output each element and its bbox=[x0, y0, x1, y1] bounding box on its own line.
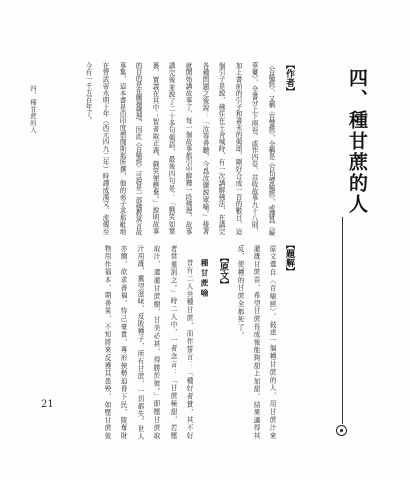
author-text-column: 在齊武帝永明十年（西元四九二年）時譯成漢文，流傳至 bbox=[101, 62, 109, 235]
explanation-text-column: 原文選自〈百喻經〉，敍述一個種甘蔗的人，用甘蔗汁來 bbox=[268, 245, 276, 440]
circled-dot-icon bbox=[336, 425, 347, 436]
running-header: 四、種甘蔗的人 bbox=[29, 85, 37, 134]
author-text-column: 各種問題之後說：「汝等善聽，今爲汝廣說眾喻。」接著 bbox=[201, 62, 209, 235]
author-text-column: 華鬘〉，全書分上下兩卷，或作四卷，共收故事九十八則， bbox=[250, 62, 258, 235]
author-text-column: 就開始講故事了，每一個故事都引申解釋一段佛理，故事 bbox=[184, 62, 192, 235]
title-rule bbox=[342, 217, 343, 424]
explanation-text-column: 灌溉甘蔗苗，希望甘蔗長成後能夠甜上加甜，結果適得其 bbox=[252, 245, 260, 440]
explanation-heading: 【題解】 bbox=[284, 240, 294, 276]
author-text-column: 裹，實義在其中；智者取正義，戲笑便應棄。」說明故事 bbox=[151, 62, 159, 235]
original-text-column: 物用作福本，期善果，不知將來反獲其患殃，如壓甘蔗彼 bbox=[103, 245, 111, 440]
author-text-column: 〈百喻經〉，又稱〈百譬經〉，全稱是〈百句譬喻經〉，或譯爲〈癡 bbox=[267, 62, 275, 236]
original-text-column: 取汁，還灌甘蔗樹，甘美必甚，得勝於彼。」即壓甘蔗取 bbox=[152, 245, 160, 440]
author-heading: 【作者】 bbox=[284, 60, 294, 96]
original-heading: 【原文】 bbox=[218, 253, 228, 289]
original-text-column: 者當重罰之。」時二人中，一者念言：「甘蔗極甜，若壓 bbox=[169, 245, 177, 440]
author-text-column: 的目的是在闡揚佛理，因此〈百喻經〉可說是一部佛教寓言故 bbox=[134, 62, 142, 236]
original-text-column: 汁用溉，冀望滋味，反敗種子，所有甘蔗，一切都失。世人 bbox=[136, 245, 144, 440]
original-text-column: 昔有二人共種甘蔗，而作誓言：「種好者賞，其不好 bbox=[185, 259, 193, 441]
explanation-text-column: 反，使種的甘蔗全都死了。 bbox=[236, 245, 244, 340]
original-story-title: 種甘蔗喻 bbox=[200, 259, 209, 299]
author-text-column: 今有一千五百年了。 bbox=[84, 62, 92, 124]
chapter-title: 四、種甘蔗的人 bbox=[346, 68, 368, 215]
author-text-column: 個引子是說，佛住在王舍城時，有一次講解佛法，在講完 bbox=[217, 62, 225, 235]
page-number: 21 bbox=[41, 399, 54, 410]
author-text-column: 事集，這本書是由印度僧伽斯那所撰，他的弟子求那毗地 bbox=[118, 62, 126, 235]
author-text-column: 加上書前的引子和書末的偈頌，剛好合成一百的數目，這 bbox=[234, 62, 242, 235]
author-text-column: 講完後並說了二十多句偈語，最後四句是：「戲笑如葉 bbox=[167, 62, 175, 236]
original-text-column: 亦爾，欲求善福，恃己豪貴，專形挾勢迫脅下民，陵奪財 bbox=[119, 245, 127, 440]
